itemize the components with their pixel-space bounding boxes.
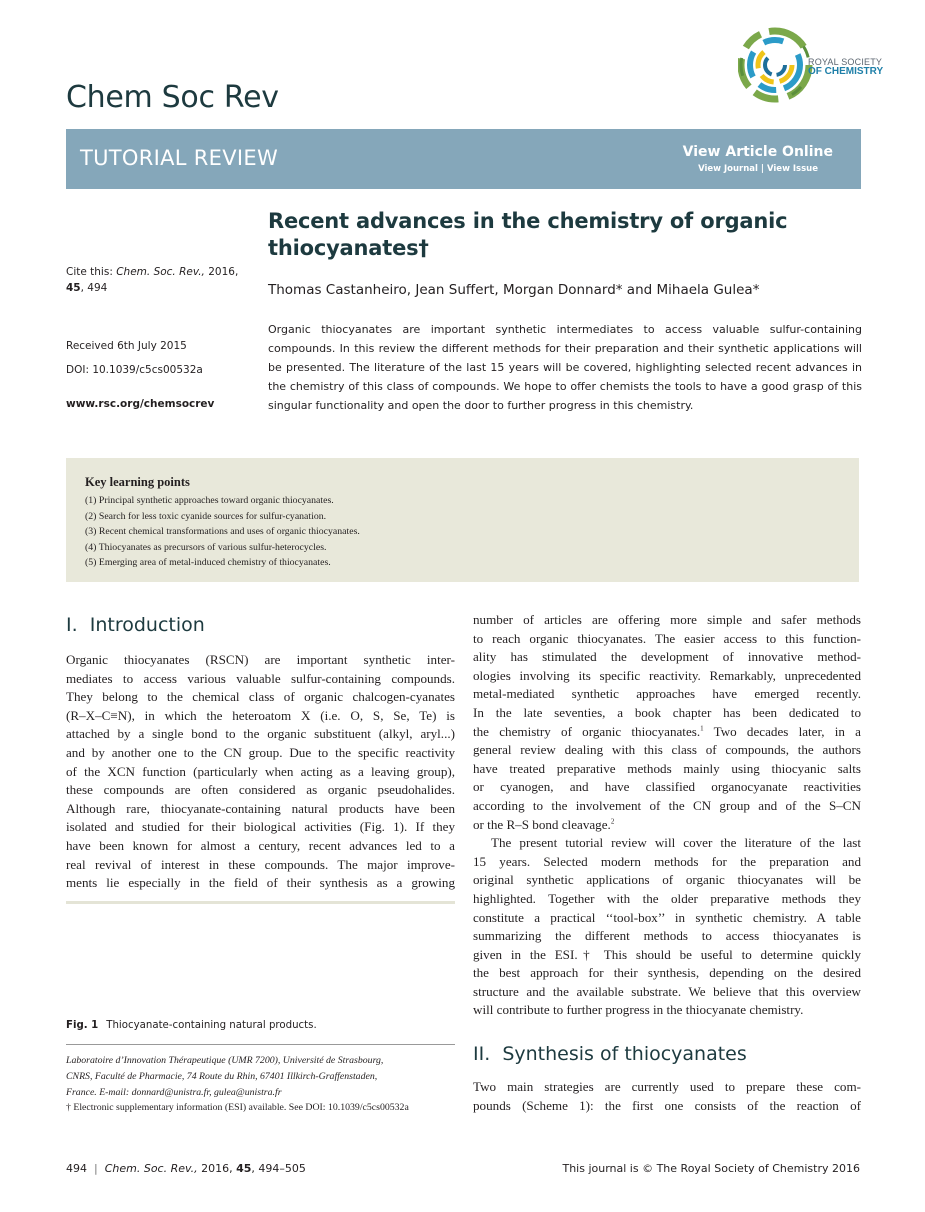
text-line: highlighted. Together with the older preparative methods they	[473, 890, 861, 906]
footer-journal: Chem. Soc. Rev.,	[104, 1162, 198, 1175]
footer-volume: 45	[236, 1162, 252, 1175]
article-type-banner	[66, 129, 861, 189]
text-line: the best approach for their synthesis, depending on the desired	[473, 965, 861, 981]
publisher-wordmark	[808, 57, 883, 77]
view-article-online-link[interactable]: View Article Online	[682, 144, 833, 160]
text-line: summarizing the different methods to access thiocyanates is	[473, 928, 861, 944]
view-journal-link[interactable]: View Journal	[698, 164, 758, 174]
text-line: The present tutorial review will cover the literature of the last	[491, 835, 861, 851]
page-number: 494	[66, 1162, 87, 1175]
text-line: structure and the available substrate. We believe that this overview	[473, 983, 861, 999]
text-fragment: or the R–S bond cleavage.	[473, 816, 611, 832]
cite-volume: 45	[66, 282, 81, 294]
key-learning-points-list	[85, 493, 360, 571]
key-learning-points-heading: Key learning points	[85, 475, 190, 489]
text-line: attached by a single bond to the organic substituent (alkyl, aryl...)	[66, 726, 455, 742]
text-line: 15 years. Selected modern methods for the preparation and	[473, 853, 861, 869]
publisher-line-2: OF CHEMISTRY	[808, 66, 884, 77]
affiliation-footnote	[66, 1053, 455, 1101]
text-line: of the XCN function (particularly when acting as a leaving group),	[66, 763, 455, 779]
link-separator: |	[757, 164, 767, 174]
synthesis-text	[473, 1078, 861, 1115]
cite-page: , 494	[80, 282, 108, 294]
article-title: Recent advances in the chemistry of organic thiocyanates†	[268, 209, 788, 260]
key-point: (4) Thiocyanates as precursors of various sulfur-heterocycles.	[85, 541, 327, 553]
text-line: original synthetic applications of organic thiocyanates will be	[473, 872, 861, 888]
text-line: will contribute to further progress in the thiocyanate chemistry.	[473, 1002, 804, 1018]
view-issue-link[interactable]: View Issue	[766, 164, 818, 174]
text-line: or cyanogen, and have classified organocyanate reactivities	[473, 779, 861, 795]
text-line: They belong to the chemical class of organic chalcogen-cyanates	[66, 689, 455, 705]
text-line: ality has stimulated the development of innovative method-	[473, 649, 861, 665]
journal-url-link[interactable]: www.rsc.org/chemsocrev	[66, 398, 215, 410]
key-learning-points-box	[66, 458, 859, 582]
text-line: these compounds are often considered as organic pseudohalides.	[66, 782, 455, 798]
text-fragment: the chemistry of organic thiocyanates.	[473, 723, 701, 739]
key-point: (3) Recent chemical transformations and uses of organic thiocyanates.	[85, 526, 360, 537]
text-line: metal-mediated synthetic approaches have emerged recently.	[473, 686, 861, 702]
figure-caption-text: Thiocyanate-containing natural products.	[106, 1020, 317, 1031]
footnote-rule	[66, 1044, 455, 1045]
reference-1[interactable]: 1	[700, 724, 704, 733]
text-line: mediates to access various valuable sulfur-containing compounds.	[66, 670, 455, 686]
text-line	[473, 723, 861, 742]
text-line: to reach organic thiocyanates. The easier access to this function-	[473, 630, 861, 646]
section-heading-synthesis: II. Synthesis of thiocyanates	[473, 1043, 747, 1065]
text-line: isolated and studied for their biological activities (Fig. 1). If they	[66, 819, 455, 835]
article-type-label: TUTORIAL REVIEW	[80, 146, 279, 170]
text-line: according to the involvement of the CN group and of the S–CN	[473, 797, 861, 813]
text-line: real revival of interest in these compounds. The major improve-	[66, 856, 455, 872]
cite-label: Cite this:	[66, 266, 113, 278]
text-line: number of articles are offering more simple and safer methods	[473, 612, 861, 627]
affiliation-line: France. E-mail: donnard@unistra.fr, gulea@unistra.fr	[66, 1087, 282, 1098]
esi-footnote: † Electronic supplementary information (ESI) available. See DOI: 10.1039/c5cs00532a	[66, 1102, 409, 1113]
text-line: ments lie especially in the field of their synthesis as a growing	[66, 875, 455, 891]
text-line: pounds (Scheme 1): the first one consists of the reaction of	[473, 1097, 861, 1113]
text-line: have treated preparative methods mainly using thiocyanic salts	[473, 760, 861, 776]
section-heading-introduction: I. Introduction	[66, 614, 205, 636]
text-line: general review dealing with this class of compounds, the authors	[473, 742, 861, 758]
key-point: (2) Search for less toxic cyanide sources for sulfur-cyanation.	[85, 510, 327, 522]
author-list: Thomas Castanheiro, Jean Suffert, Morgan Donnard* and Mihaela Gulea*	[268, 282, 760, 298]
introduction-text	[66, 651, 455, 893]
affiliation-line: CNRS, Faculté de Pharmacie, 74 Route du Rhin, 67401 Illkirch-Graffenstaden,	[66, 1071, 378, 1082]
footer-year: 2016,	[197, 1162, 237, 1175]
figure-label: Fig. 1	[66, 1020, 99, 1031]
text-line: Although rare, thiocyanate-containing natural products have been	[66, 800, 455, 816]
text-line: (R–X–C≡N), in which the heteroatom X (i.e. O, S, Se, Te) is	[66, 707, 455, 723]
text-fragment: Two decades later, in a	[703, 723, 861, 739]
cite-year: 2016,	[208, 266, 239, 278]
text-line: given in the ESI.† This should be useful to determine quickly	[473, 946, 861, 962]
received-date: Received 6th July 2015	[66, 340, 187, 352]
text-line: Organic thiocyanates (RSCN) are important synthetic inter-	[66, 652, 455, 667]
page-footer-copyright: This journal is © The Royal Society of Chemistry 2016	[562, 1162, 860, 1175]
text-line: and by another one to the CN group. Due to the specific reactivity	[66, 744, 455, 760]
footer-pages: , 494–505	[251, 1162, 306, 1175]
doi[interactable]: DOI: 10.1039/c5cs00532a	[66, 364, 203, 376]
text-line: constitute a practical ‘‘tool-box’’ in synthetic chemistry. A table	[473, 909, 861, 925]
reference-2[interactable]: 2	[610, 817, 615, 826]
view-links	[698, 164, 818, 174]
text-line: In the late seventies, a book chapter has been dedicated to	[473, 704, 861, 720]
page-footer-citation	[66, 1162, 306, 1175]
text-line	[473, 816, 861, 835]
text-line: have been known for almost a century, recent advances led to a	[66, 837, 455, 853]
journal-title: Chem Soc Rev	[66, 80, 279, 115]
key-point: (5) Emerging area of metal-induced chemistry of thiocyanates.	[85, 557, 331, 568]
cite-journal: Chem. Soc. Rev.,	[116, 266, 205, 278]
citation	[66, 264, 238, 296]
abstract: Organic thiocyanates are important synthetic intermediates to access valuable sulfur-containing compounds. In this review the different methods for their preparation and their synthetic applications will be presented. The literature of the last 15 years will be covered, highlighting selected recent advances in the chemistry of this class of compounds. We hope to offer chemists the tools to have a good grasp of this singular functionality and open the door to further progress in this chemistry.	[268, 323, 862, 412]
key-point: (1) Principal synthetic approaches toward organic thiocyanates.	[85, 495, 334, 506]
text-line: ologies involving its specific reactivity. Remarkably, unprecedented	[473, 667, 861, 683]
publisher-line-1: ROYAL SOCIETY	[808, 57, 883, 67]
text-line: Two main strategies are currently used to prepare these com-	[473, 1079, 861, 1094]
column-2-text	[473, 611, 861, 1020]
figure-top-rule	[66, 901, 455, 904]
footer-separator: |	[87, 1162, 105, 1175]
figure-caption	[66, 1020, 317, 1031]
affiliation-line: Laboratoire d’Innovation Thérapeutique (UMR 7200), Université de Strasbourg,	[66, 1055, 384, 1066]
